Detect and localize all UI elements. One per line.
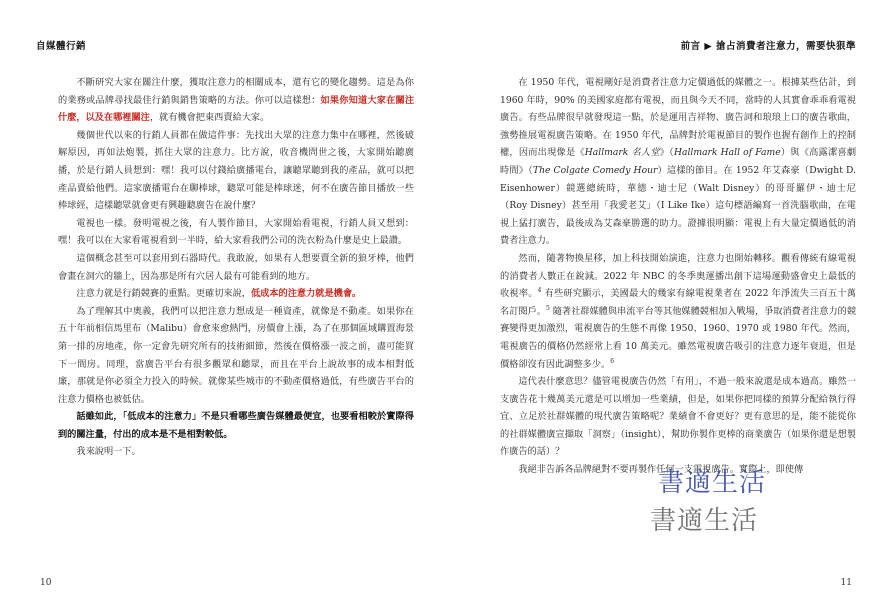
text-run: ，就有機會把東西賣給大家。	[149, 112, 270, 124]
highlight-text: 如果你知道大家在關注什麼，以及在哪裡關注	[58, 94, 415, 124]
paragraph	[500, 250, 856, 373]
footnote-marker: 4	[537, 287, 542, 295]
watermark-text-outline: 書適生活	[650, 506, 759, 536]
text-run: 注意力就是行銷競賽的重點。更確切來說，	[76, 288, 251, 300]
text-run: 在 1950 年代，電視剛好是消費者注意力定價過低的媒體之一。根據某些估計，到 1960 年時，90% 的美國家庭都有電視，而且與今天不同，當時的人其實會乖乖看電視廣告。有些品牌很早就發現這一點，於是運用吉祥物、廣告詞和琅琅上口的廣告歌曲，強勢推展電視廣告策略。在 1950 年代，品牌對於電視節目的製作也握有創作上的控制權，因而出現像是《	[500, 77, 856, 159]
right-running-header: 前言 ▶ 搶占消費者注意力，需要快狠準	[680, 41, 856, 52]
footnote-marker: 6	[610, 357, 615, 365]
text-run: 》（	[659, 147, 674, 159]
paragraph: 我來說明一下。	[76, 446, 141, 458]
paragraph	[58, 74, 414, 127]
bold-paragraph: 話雖如此，「低成本的注意力」不是只看哪些廣告媒體最便宜，也要看相較於實際得到的關注量，付出的成本是不是相對較低。	[58, 411, 414, 440]
italic-title: Hallmark Hall of Fame	[673, 147, 781, 159]
paragraph	[500, 74, 856, 250]
text-run: 隨著社群媒體與串流平台等其他媒體競相加入戰場，爭取消費者注意力的競賽變得更加激烈，電視廣告的生態不再像 1950、1960、1970 或 1980 年代。然而，電視廣告的價格仍然經常上看 10 萬美元。雖然電視廣告吸引的注意力逐年衰退，但是價格卻沒有因此調整多少。	[500, 305, 857, 370]
left-running-header: 自媒體行銷	[36, 41, 87, 52]
paragraph: 我絕非告訴各品牌絕對不要再製作任何一支電視廣告。實際上，即使傳	[518, 464, 804, 476]
right-page-number: 11	[840, 578, 852, 588]
text-run: 有些研究顯示，美國最大的幾家有線電視業者在 2022 年淨流失三百五十萬名訂閱戶。	[500, 288, 856, 317]
watermark-text: 書適生活	[658, 468, 767, 498]
italic-title: Hallmark 名人堂	[584, 147, 660, 159]
text-run: ）這樣的節目。在 1952 年艾森豪（Dwight D. Eisenhower）競選總統時，華德・迪士尼（Walt Disney）的哥哥羅伊・迪士尼（Roy Disney）甚至用「我愛老艾」（I Like Ike）這句標語編寫一首洗腦歌曲，在電視上猛打廣告，最後成為艾森豪勝選的助力。證據很明顯：電視上有大量定價過低的消費者注意力。	[500, 164, 856, 247]
highlight-text: 低成本的注意力就是機會。	[250, 288, 362, 300]
italic-title: The Colgate Comedy Hour	[532, 164, 658, 176]
paragraph: 為了理解其中奧義，我們可以把注意力想成是一種資產，就像是不動產。如果你在五十年前相信馬里布（Malibu）會愈來愈熱門，房價會上漲，為了在那個區域購置海景第一排的房地產，你一定會先研究所有的技術細節，然後在價格漲一波之前，盡可能買下一間房。同理，當廣告平台有很多觀眾和聽眾，而且在平台上說故事的成本相對低廉，那就是你必須全力投入的時候。就像某些城市的不動產價格過低，有些廣告平台的注意力價格也被低估。	[58, 305, 414, 405]
paragraph: 這代表什麼意思？儘管電視廣告仍然「有用」，不過一般來說還是成本過高。雖然一支廣告花十幾萬美元還是可以增加一些業績，但是，如果你把同樣的預算分配給執行得宜、立足於社群媒體的現代廣告策略呢？業績會不會更好？更有意思的是，能不能從你的社群媒體廣宣擷取「洞察」（insight），幫助你製作更棒的商業廣告（如果你還是想製作廣告的話）？	[500, 376, 856, 458]
left-body-text	[58, 74, 414, 461]
paragraph	[58, 285, 414, 303]
paragraph: 這個概念甚至可以套用到石器時代。我敢說，如果有人想要賣全新的狼牙棒，他們會畫在洞穴的牆上，因為那是所有穴居人最有可能看到的地方。	[58, 252, 414, 282]
text-run: 然而，隨著物換星移，加上科技開始演進，注意力也開始轉移。觀看傳統有線電視的消費者人數正在銳減。2022 年 NBC 的冬季奧運播出創下這場運動盛會史上最低的收視率。	[500, 252, 856, 300]
paragraph: 幾個世代以來的行銷人員都在做這件事：先找出大眾的注意力集中在哪裡，然後破解原因，再如法炮製，抓住大眾的注意力。比方說，收音機問世之後，大家開始聽廣播，於是行銷人員想到：嘿！我可以付錢給廣播電台，讓聽眾聽到我的產品，就可以把產品賣給他們。這家廣播電台在聊棒球，聽眾可能是棒球迷，何不在廣告節目播放一些棒球經，這樣聽眾就會更有興趣聽廣告在說什麼？	[58, 129, 414, 212]
footnote-marker: 5	[545, 304, 550, 312]
paragraph: 電視也一樣。發明電視之後，有人製作節目，大家開始看電視，行銷人員又想到：嘿！我可以在大家看電視看到一半時，給大家看我們公司的洗衣粉為什麼是史上最讚。	[58, 217, 414, 247]
text-run: ）與《高露潔喜劇時間》（	[500, 147, 857, 176]
text-run: 不斷研究大家在關注什麼，獲取注意力的相關成本，還有它的變化趨勢。這是為你的業務或品牌尋找最佳行銷與銷售策略的方法。你可以這樣想：	[58, 77, 414, 106]
left-page-number: 10	[40, 578, 52, 588]
right-body-text	[500, 74, 856, 479]
